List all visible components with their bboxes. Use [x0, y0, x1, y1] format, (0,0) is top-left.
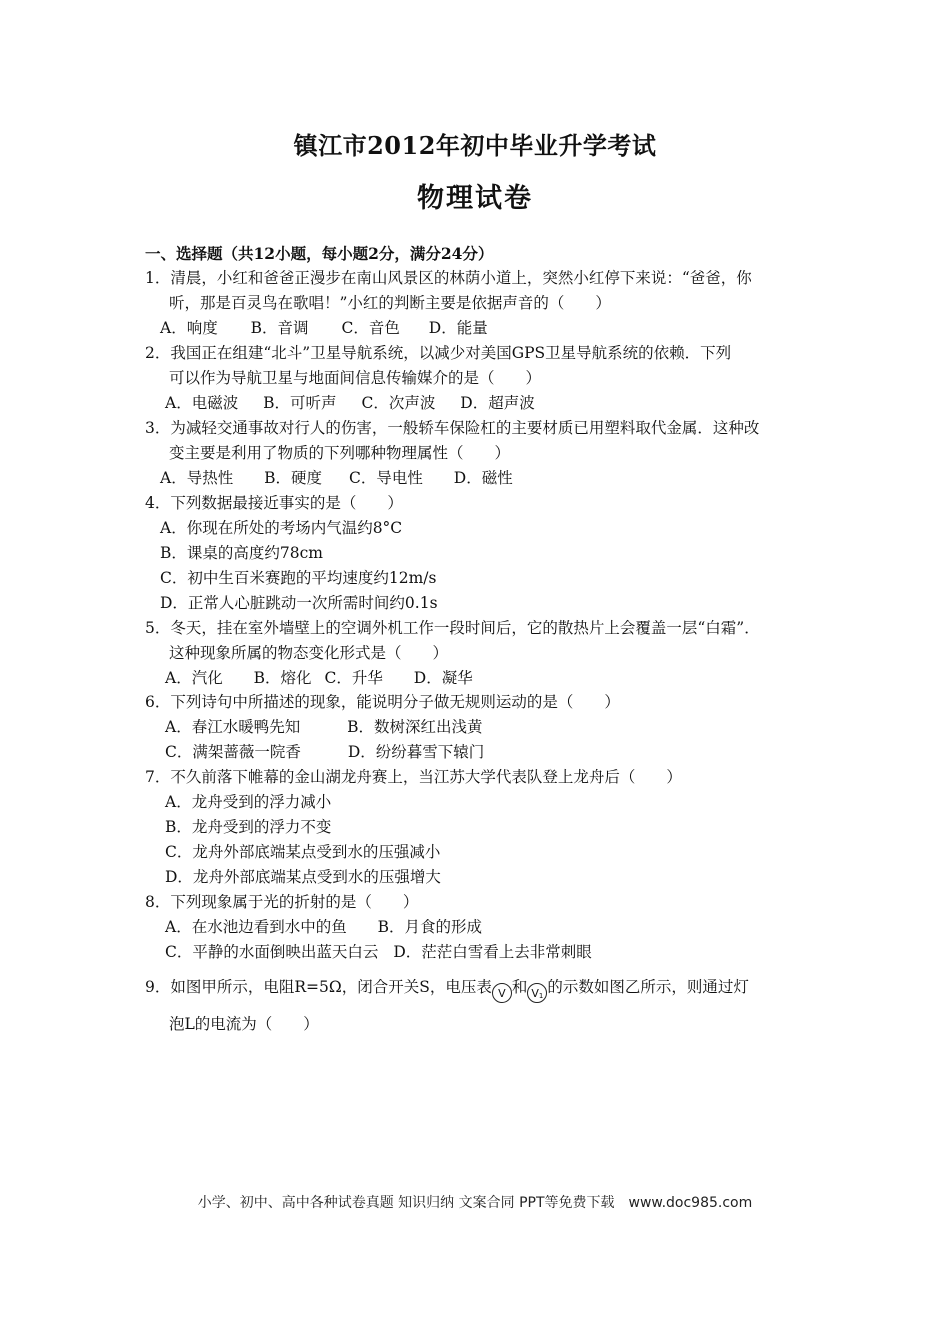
- question-3-line-1: 3．为减轻交通事故对行人的伤害，一般轿车保险杠的主要材质已用塑料取代金属．这种改: [145, 419, 760, 437]
- question-6-options-row-2: [165, 742, 484, 762]
- question-5-options: [165, 668, 473, 688]
- option-c: C．音色: [341, 319, 400, 337]
- voltmeter-v1-subscript: 1: [538, 992, 544, 1000]
- option-b: B．可听声: [263, 394, 337, 412]
- option-b: B．数树深红出浅黄: [347, 718, 483, 736]
- option-c: C．平静的水面倒映出蓝天白云: [165, 943, 379, 961]
- question-6-options-row-1: [165, 717, 483, 737]
- question-2-line-2: 可以作为导航卫星与地面间信息传输媒介的是（ ）: [169, 369, 542, 387]
- question-1-line-1: 1．清晨，小红和爸爸正漫步在南山风景区的林荫小道上，突然小红停下来说：“爸爸，你: [145, 269, 752, 287]
- question-7-option-a: A．龙舟受到的浮力减小: [165, 793, 332, 811]
- question-9-and: 和: [511, 978, 528, 996]
- question-9-line-1: [145, 977, 749, 1003]
- question-9-line-2: 泡L的电流为（ ）: [169, 1015, 319, 1033]
- question-8-options-row-1: [165, 917, 482, 937]
- option-b: B．月食的形成: [377, 918, 483, 936]
- question-9-text-1: 9．如图甲所示，电阻R=5Ω，闭合开关S，电压表: [145, 978, 492, 996]
- page-footer: 小学、初中、高中各种试卷真题 知识归纳 文案合同 PPT等免费下载 www.doc985.com: [197, 1195, 753, 1211]
- question-4-line-1: 4．下列数据最接近事实的是（ ）: [145, 494, 403, 512]
- option-b: B．硬度: [264, 469, 323, 487]
- option-d: D．超声波: [460, 394, 535, 412]
- voltmeter-v-label: V: [498, 987, 506, 1000]
- option-c: C．导电性: [348, 469, 423, 487]
- question-1-options: [160, 318, 488, 338]
- option-c: C．满架蔷薇一院香: [165, 743, 301, 761]
- option-b: B．音调: [250, 319, 309, 337]
- option-d: D．磁性: [453, 469, 513, 487]
- question-2-line-1: 2．我国正在组建“北斗”卫星导航系统，以减少对美国GPS卫星导航系统的依赖．下列: [145, 344, 732, 362]
- question-9-text-2: 的示数如图乙所示，则通过灯: [547, 978, 749, 996]
- option-a: A．响度: [160, 319, 218, 337]
- question-4-option-a: A．你现在所处的考场内气温约8°C: [160, 519, 403, 537]
- option-b: B．熔化: [253, 669, 312, 687]
- voltmeter-v1-icon: [527, 983, 547, 1003]
- section-heading: 一、选择题（共12小题，每小题2分，满分24分）: [145, 244, 494, 263]
- question-4-option-c: C．初中生百米赛跑的平均速度约12m/s: [160, 569, 437, 587]
- option-d: D．凝华: [413, 669, 473, 687]
- option-a: A．汽化: [165, 669, 223, 687]
- question-2-options: [165, 393, 535, 413]
- option-c: C．升华: [324, 669, 383, 687]
- question-7-option-d: D．龙舟外部底端某点受到水的压强增大: [165, 868, 441, 886]
- question-5-line-2: 这种现象所属的物态变化形式是（ ）: [169, 644, 449, 662]
- exam-title: 镇江市2012年初中毕业升学考试: [293, 131, 657, 160]
- question-6-line-1: 6．下列诗句中所描述的现象，能说明分子做无规则运动的是（ ）: [145, 693, 620, 711]
- question-3-options: [160, 468, 513, 488]
- option-d: D．茫茫白雪看上去非常刺眼: [393, 943, 592, 961]
- exam-subtitle: 物理试卷: [417, 183, 533, 214]
- question-4-option-d: D．正常人心脏跳动一次所需时间约0.1s: [160, 594, 438, 612]
- option-a: A．春江水暖鸭先知: [165, 718, 301, 736]
- question-8-options-row-2: [165, 942, 592, 962]
- option-d: D．纷纷暮雪下辕门: [347, 743, 485, 761]
- question-7-option-b: B．龙舟受到的浮力不变: [165, 818, 332, 836]
- option-c: C．次声波: [361, 394, 436, 412]
- voltmeter-v-icon: [492, 983, 512, 1003]
- option-a: A．在水池边看到水中的鱼: [165, 918, 347, 936]
- question-7-option-c: C．龙舟外部底端某点受到水的压强减小: [165, 843, 441, 861]
- question-1-line-2: 听，那是百灵鸟在歌唱！”小红的判断主要是依据声音的（ ）: [169, 294, 611, 312]
- option-a: A．导热性: [160, 469, 234, 487]
- question-7-line-1: 7．不久前落下帷幕的金山湖龙舟赛上，当江苏大学代表队登上龙舟后（ ）: [145, 768, 682, 786]
- question-8-line-1: 8．下列现象属于光的折射的是（ ）: [145, 893, 419, 911]
- question-4-option-b: B．课桌的高度约78cm: [160, 544, 323, 562]
- question-5-line-1: 5．冬天，挂在室外墙壁上的空调外机工作一段时间后，它的散热片上会覆盖一层“白霜”．: [145, 619, 760, 637]
- option-a: A．电磁波: [165, 394, 239, 412]
- option-d: D．能量: [428, 319, 488, 337]
- question-3-line-2: 变主要是利用了物质的下列哪种物理属性（ ）: [169, 444, 511, 462]
- voltmeter-v1-label: V: [531, 987, 539, 1000]
